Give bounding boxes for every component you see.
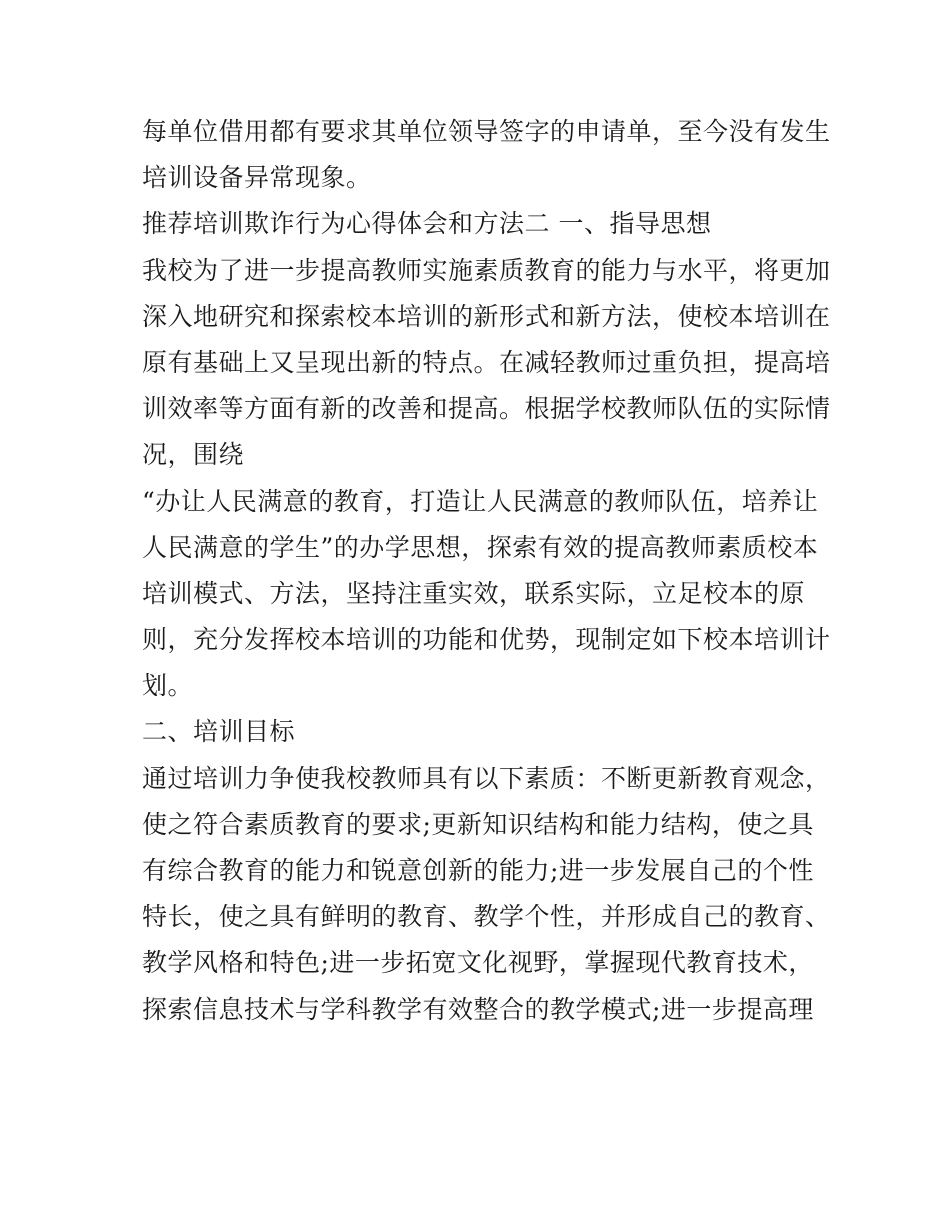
text-line: 使之符合素质教育的要求;更新知识结构和能力结构，使之具 (142, 809, 814, 839)
document-body (142, 109, 831, 1033)
text-line: 则，充分发挥校本培训的功能和优势，现制定如下校本培训计 (142, 625, 831, 655)
text-line: 培训模式、方法，坚持注重实效，联系实际，立足校本的原 (142, 578, 806, 608)
text-line: 每单位借用都有要求其单位领导签字的申请单，至今没有发生 (142, 117, 831, 146)
text-line: 训效率等方面有新的改善和提高。根据学校教师队伍的实际情 (142, 394, 831, 424)
text-line: 探索信息技术与学科教学有效整合的教学模式;进一步提高理 (142, 994, 814, 1024)
text-line: 我校为了进一步提高教师实施素质教育的能力与水平，将更加 (142, 255, 831, 285)
section-heading: 推荐培训欺诈行为心得体会和方法二 一、指导思想 (142, 209, 712, 239)
text-line: 况，围绕 (142, 440, 245, 470)
text-line: 通过培训力争使我校教师具有以下素质：不断更新教育观念， (142, 763, 831, 793)
section-heading: 二、培训目标 (142, 717, 296, 747)
text-line: 培训设备异常现象。 (142, 163, 372, 193)
text-line: 划。 (142, 671, 194, 701)
text-line: 深入地研究和探索校本培训的新形式和新方法，使校本培训在 (142, 301, 831, 331)
text-line: 教学风格和特色;进一步拓宽文化视野，掌握现代教育技术， (142, 948, 814, 978)
text-line: “办让人民满意的教育，打造让人民满意的教师队伍，培养让 (142, 486, 819, 516)
text-line: 有综合教育的能力和锐意创新的能力;进一步发展自己的个性 (142, 856, 814, 885)
text-line: 特长，使之具有鲜明的教育、教学个性，并形成自己的教育、 (142, 902, 831, 932)
text-line: 原有基础上又呈现出新的特点。在减轻教师过重负担，提高培 (142, 347, 831, 377)
text-line: 人民满意的学生”的办学思想，探索有效的提高教师素质校本 (142, 532, 819, 562)
